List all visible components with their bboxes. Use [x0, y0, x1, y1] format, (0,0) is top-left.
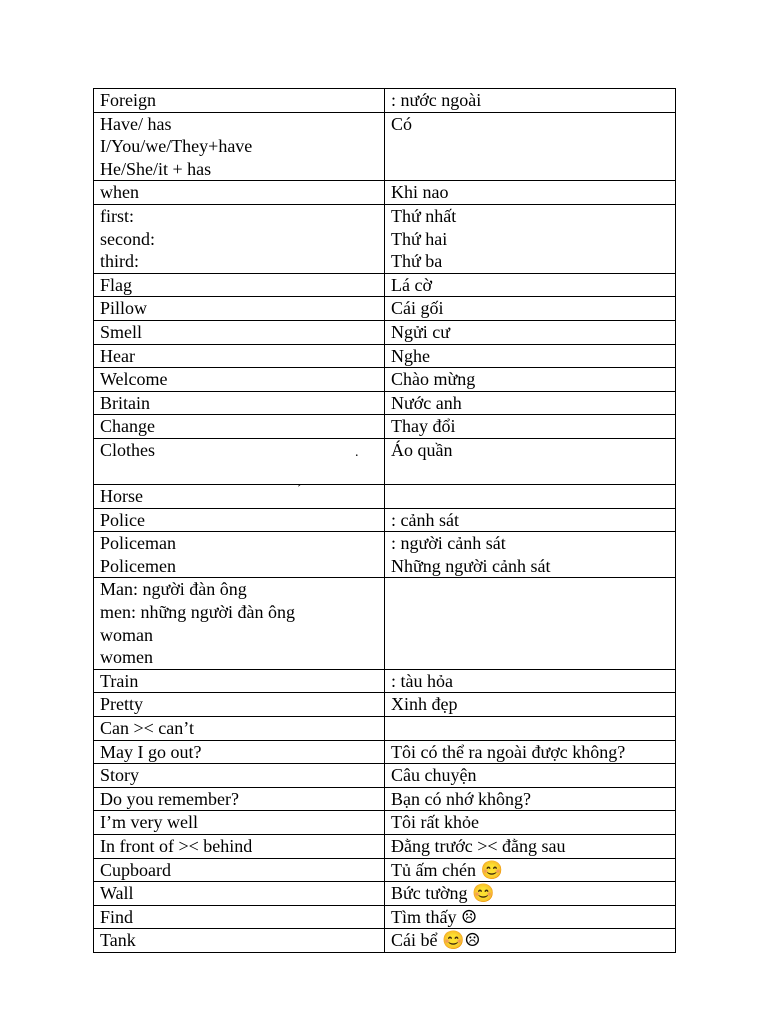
table-row: [94, 764, 676, 788]
table-row: [94, 532, 676, 578]
table-row: [94, 89, 676, 113]
english-term-cell: Find: [94, 905, 385, 929]
table-row: [94, 693, 676, 717]
table-row: [94, 669, 676, 693]
vietnamese-meaning-cell: Có: [385, 112, 676, 181]
english-term-cell: Man: người đàn ông men: những người đàn ông woman women: [94, 578, 385, 669]
english-term-cell: Do you remember?: [94, 787, 385, 811]
vietnamese-meaning-cell: Nước anh: [385, 391, 676, 415]
table-row: [94, 929, 676, 953]
english-term-cell: In front of >< behind: [94, 835, 385, 859]
english-term-cell: Policeman Policemen: [94, 532, 385, 578]
stray-dot-mark: .: [355, 445, 359, 460]
vietnamese-meaning-cell: Nghe: [385, 344, 676, 368]
english-term-cell: Have/ has I/You/we/They+have He/She/it + has: [94, 112, 385, 181]
english-term-cell: Hear: [94, 344, 385, 368]
english-term-cell: Train: [94, 669, 385, 693]
english-term-cell: Horse: [94, 485, 385, 509]
vietnamese-meaning-cell: Câu chuyện: [385, 764, 676, 788]
english-term-cell: Pretty: [94, 693, 385, 717]
table-row: [94, 415, 676, 439]
vietnamese-meaning-cell: Xinh đẹp: [385, 693, 676, 717]
table-row: [94, 485, 676, 509]
table-row: [94, 835, 676, 859]
table-row: [94, 740, 676, 764]
table-row: [94, 368, 676, 392]
vietnamese-meaning-cell: Ngửi cư: [385, 320, 676, 344]
vietnamese-meaning-cell: Đằng trước >< đằng sau: [385, 835, 676, 859]
english-term-cell: Can >< can’t: [94, 717, 385, 741]
vietnamese-meaning-cell: : tàu hỏa: [385, 669, 676, 693]
vietnamese-meaning-cell: [385, 717, 676, 741]
vietnamese-meaning-cell: Chào mừng: [385, 368, 676, 392]
vietnamese-meaning-cell: Thứ nhất Thứ hai Thứ ba: [385, 204, 676, 273]
vietnamese-meaning-cell: Cái bể 😊☹: [385, 929, 676, 953]
vietnamese-meaning-cell: [385, 485, 676, 509]
vietnamese-meaning-cell: Lá cờ: [385, 273, 676, 297]
vietnamese-meaning-cell: Tìm thấy ☹: [385, 905, 676, 929]
vietnamese-meaning-cell: Bạn có nhớ không?: [385, 787, 676, 811]
table-row: [94, 508, 676, 532]
table-row: [94, 391, 676, 415]
table-row: [94, 578, 676, 669]
english-term-cell: Cupboard: [94, 858, 385, 882]
vietnamese-meaning-cell: : nước ngoài: [385, 89, 676, 113]
table-row: [94, 882, 676, 906]
english-term-cell: Tank: [94, 929, 385, 953]
vietnamese-meaning-cell: Tôi rất khỏe: [385, 811, 676, 835]
vietnamese-meaning-cell: Tôi có thể ra ngoài được không?: [385, 740, 676, 764]
english-term-cell: Flag: [94, 273, 385, 297]
table-row: [94, 297, 676, 321]
table-row: [94, 273, 676, 297]
english-term-cell: Story: [94, 764, 385, 788]
table-row: [94, 438, 676, 484]
vietnamese-meaning-cell: [385, 578, 676, 669]
english-term-cell: Britain: [94, 391, 385, 415]
english-term-cell: first: second: third:: [94, 204, 385, 273]
table-row: [94, 112, 676, 181]
english-term-cell: Pillow: [94, 297, 385, 321]
english-term-cell: Wall: [94, 882, 385, 906]
english-term-cell: when: [94, 181, 385, 205]
vietnamese-meaning-cell: : cảnh sát: [385, 508, 676, 532]
english-term-cell: Welcome: [94, 368, 385, 392]
english-term-cell: Foreign: [94, 89, 385, 113]
vietnamese-meaning-cell: : người cảnh sát Những người cảnh sát: [385, 532, 676, 578]
table-row: [94, 811, 676, 835]
table-row: [94, 204, 676, 273]
vietnamese-meaning-cell: Áo quần: [385, 438, 676, 484]
vietnamese-meaning-cell: Tủ ấm chén 😊: [385, 858, 676, 882]
vocabulary-table-body: [94, 89, 676, 953]
vocabulary-table: [93, 88, 676, 953]
english-term-cell: Clothes: [94, 438, 385, 484]
vietnamese-meaning-cell: Thay đổi: [385, 415, 676, 439]
table-row: [94, 905, 676, 929]
table-row: [94, 717, 676, 741]
english-term-cell: Smell: [94, 320, 385, 344]
english-term-cell: May I go out?: [94, 740, 385, 764]
vietnamese-meaning-cell: Bức tường 😊: [385, 882, 676, 906]
vietnamese-meaning-cell: Khi nao: [385, 181, 676, 205]
table-row: [94, 858, 676, 882]
english-term-cell: I’m very well: [94, 811, 385, 835]
vietnamese-meaning-cell: Cái gối: [385, 297, 676, 321]
table-row: [94, 181, 676, 205]
table-row: [94, 320, 676, 344]
english-term-cell: Change: [94, 415, 385, 439]
stray-tick-mark: ´: [297, 483, 302, 498]
table-row: [94, 344, 676, 368]
english-term-cell: Police: [94, 508, 385, 532]
table-row: [94, 787, 676, 811]
